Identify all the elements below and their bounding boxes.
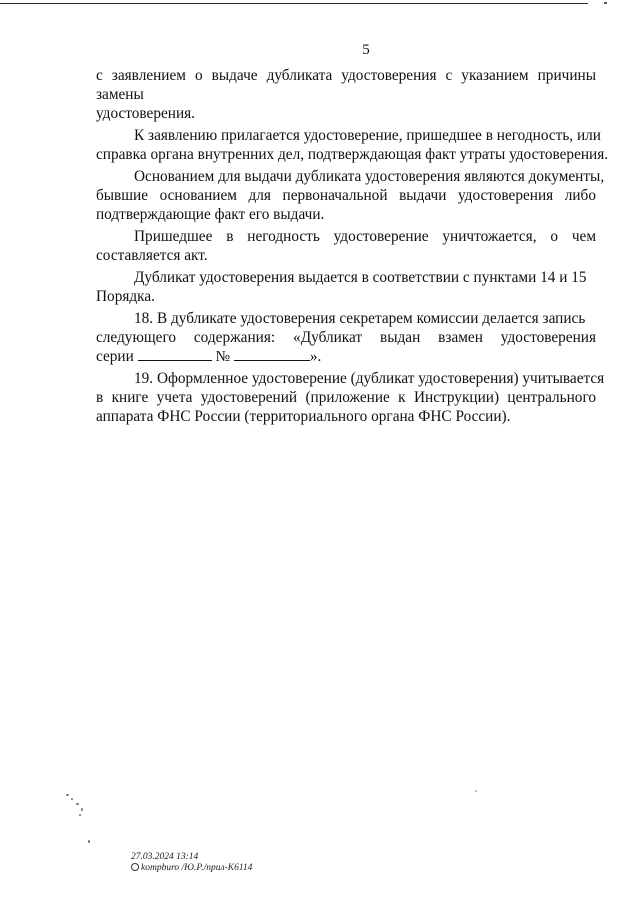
paragraph-7 — [96, 369, 605, 426]
page-number: 5 — [362, 42, 370, 58]
scan-speck — [79, 814, 81, 816]
footer-path-line — [131, 863, 252, 874]
text-line: с заявлением о выдаче дубликата удостоверения с указанием причины замены — [96, 67, 596, 103]
paragraph-3 — [96, 167, 605, 224]
scan-speck — [71, 798, 73, 800]
document-body — [96, 66, 609, 429]
text-line: справка органа внутренних дел, подтверждающая факт утраты удостоверения. — [96, 146, 609, 163]
text-line: 19. Оформленное удостоверение (дубликат удостоверения) учитывается — [134, 370, 605, 387]
text-line: следующего содержания: «Дубликат выдан взамен удостоверения — [96, 329, 596, 346]
scan-speck — [88, 840, 90, 843]
text-line: 18. В дубликате удостоверения секретарем комиссии делается запись — [134, 310, 586, 327]
text-line: Дубликат удостоверения выдается в соответствии с пунктами 14 и 15 — [134, 269, 587, 286]
number-sign: № — [215, 348, 231, 365]
copyright-like-icon — [131, 863, 139, 871]
text-line: Основанием для выдачи дубликата удостоверения являются документы, — [134, 168, 605, 185]
scan-speck — [475, 790, 477, 792]
number-blank-field — [234, 348, 310, 361]
text-line: подтверждающие факт его выдачи. — [96, 206, 325, 223]
footer-path: kompburo /Ю.Р./прил-К6114 — [141, 863, 253, 873]
paragraph-5 — [96, 268, 596, 306]
text-line-with-blanks — [96, 347, 596, 366]
text-line: составляется акт. — [96, 247, 208, 264]
series-label: серии — [96, 348, 134, 365]
scan-speck — [81, 808, 83, 811]
text-line: аппарата ФНС России (территориального органа ФНС России). — [96, 408, 511, 425]
closing-quote: ». — [309, 348, 322, 365]
top-border-line — [0, 3, 588, 4]
footer-stamp — [131, 852, 252, 874]
paragraph-1 — [96, 66, 596, 123]
scan-speck — [76, 803, 79, 805]
paragraph-6 — [96, 309, 596, 366]
top-border-mark — [604, 2, 607, 4]
footer-timestamp: 27.03.2024 13:14 — [131, 852, 199, 862]
text-line: бывшие основанием для первоначальной выдачи удостоверения либо — [96, 187, 596, 204]
scan-speck — [66, 794, 69, 796]
paragraph-2 — [96, 126, 609, 164]
series-blank-field — [138, 348, 212, 361]
text-line: К заявлению прилагается удостоверение, пришедшее в негодность, или — [134, 127, 601, 144]
text-line: Порядка. — [96, 288, 155, 305]
paragraph-4 — [96, 227, 596, 265]
text-line: Пришедшее в негодность удостоверение уничтожается, о чем — [134, 228, 596, 245]
text-line: удостоверения. — [96, 105, 196, 122]
text-line: в книге учета удостоверений (приложение к Инструкции) центрального — [96, 389, 596, 406]
